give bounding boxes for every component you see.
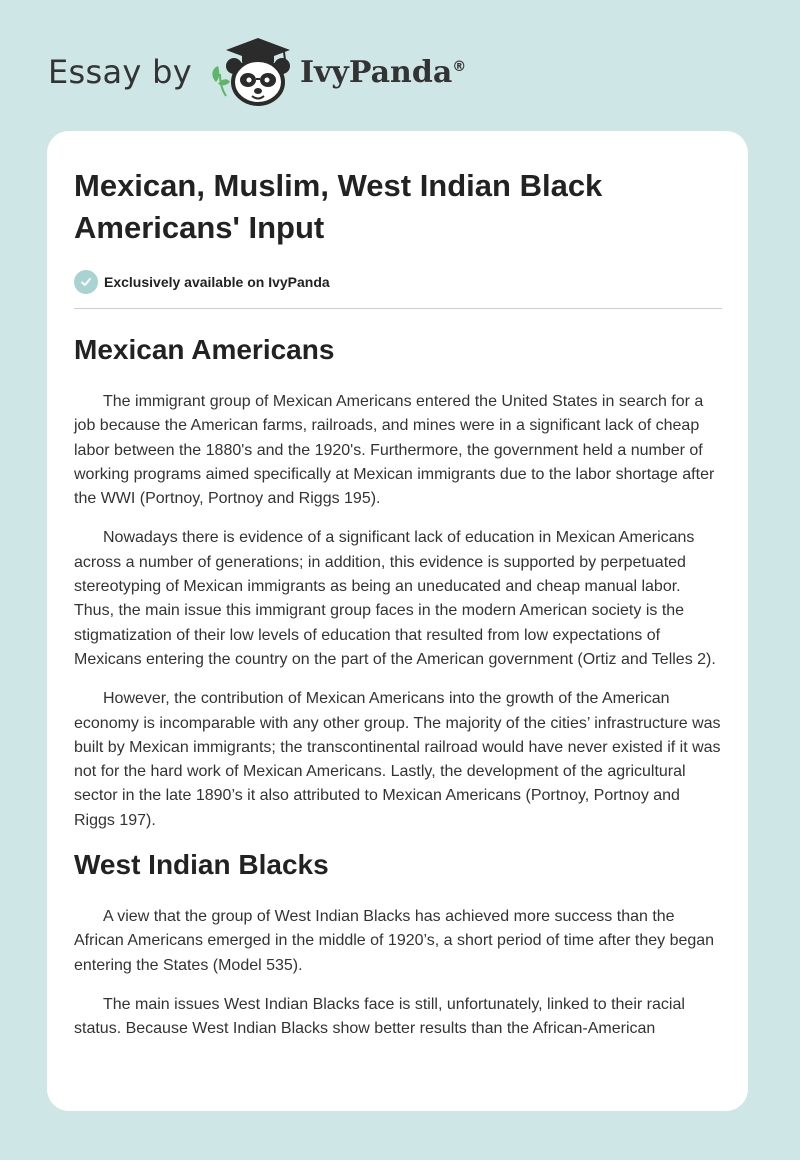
paragraph: A view that the group of West Indian Blacks has achieved more success than the African Americans emerged in the middle of 1920’s, a short period of time after they began entering the States (Model 535).	[74, 908, 715, 974]
badge-label: Exclusively available on IvyPanda	[104, 274, 330, 290]
exclusive-badge	[74, 270, 722, 294]
essay-card	[47, 131, 748, 1111]
paragraph: The main issues West Indian Blacks face is still, unfortunately, linked to their racial status. Because West Indian Blacks show better results than the African-American	[74, 995, 685, 1038]
paragraph: However, the contribution of Mexican Americans into the growth of the American economy is incomparable with any other group. The majority of the cities’ infrastructure was built by Mexican immigrants; the transcontinental railroad would have never existed if it was not for the hard work of Mexican Americans. Lastly, the development of the agricultural sector in the late 1890’s it also attributed to Mexican Americans (Portnoy, Portnoy and Riggs 197).	[74, 690, 721, 829]
section-heading-west-indian-blacks: West Indian Blacks	[74, 849, 329, 881]
site-header	[48, 36, 466, 108]
ivypanda-logo[interactable]	[206, 36, 466, 108]
essay-by-label: Essay by	[48, 53, 192, 91]
check-icon	[74, 270, 98, 294]
registered-mark: ®	[452, 58, 467, 75]
page-title: Mexican, Muslim, West Indian Black Americans' Input	[74, 168, 603, 245]
title-divider	[74, 308, 722, 309]
panda-graduate-icon	[206, 36, 298, 108]
section-heading-mexican-americans: Mexican Americans	[74, 334, 335, 365]
paragraph: The immigrant group of Mexican Americans entered the United States in search for a job because the American farms, railroads, and mines were in a significant lack of cheap labor between the 1880's and the 1920's. Furthermore, the government held a number of working programs aimed specifically at Mexican immigrants due to the labor shortage after the WWI (Portnoy, Portnoy and Riggs 195).	[74, 393, 715, 508]
paragraph: Nowadays there is evidence of a significant lack of education in Mexican Americans across a number of generations; in addition, this evidence is supported by perpetuated stereotyping of Mexican immigrants as being an uneducated and cheap manual labor. Thus, the main issue this immigrant group faces in the modern American society is the stigmatization of their low levels of education that resulted from low expectations of Mexicans entering the country on the part of the American government (Ortiz and Telles 2).	[74, 529, 716, 668]
brand-name: IvyPanda®	[299, 54, 467, 90]
